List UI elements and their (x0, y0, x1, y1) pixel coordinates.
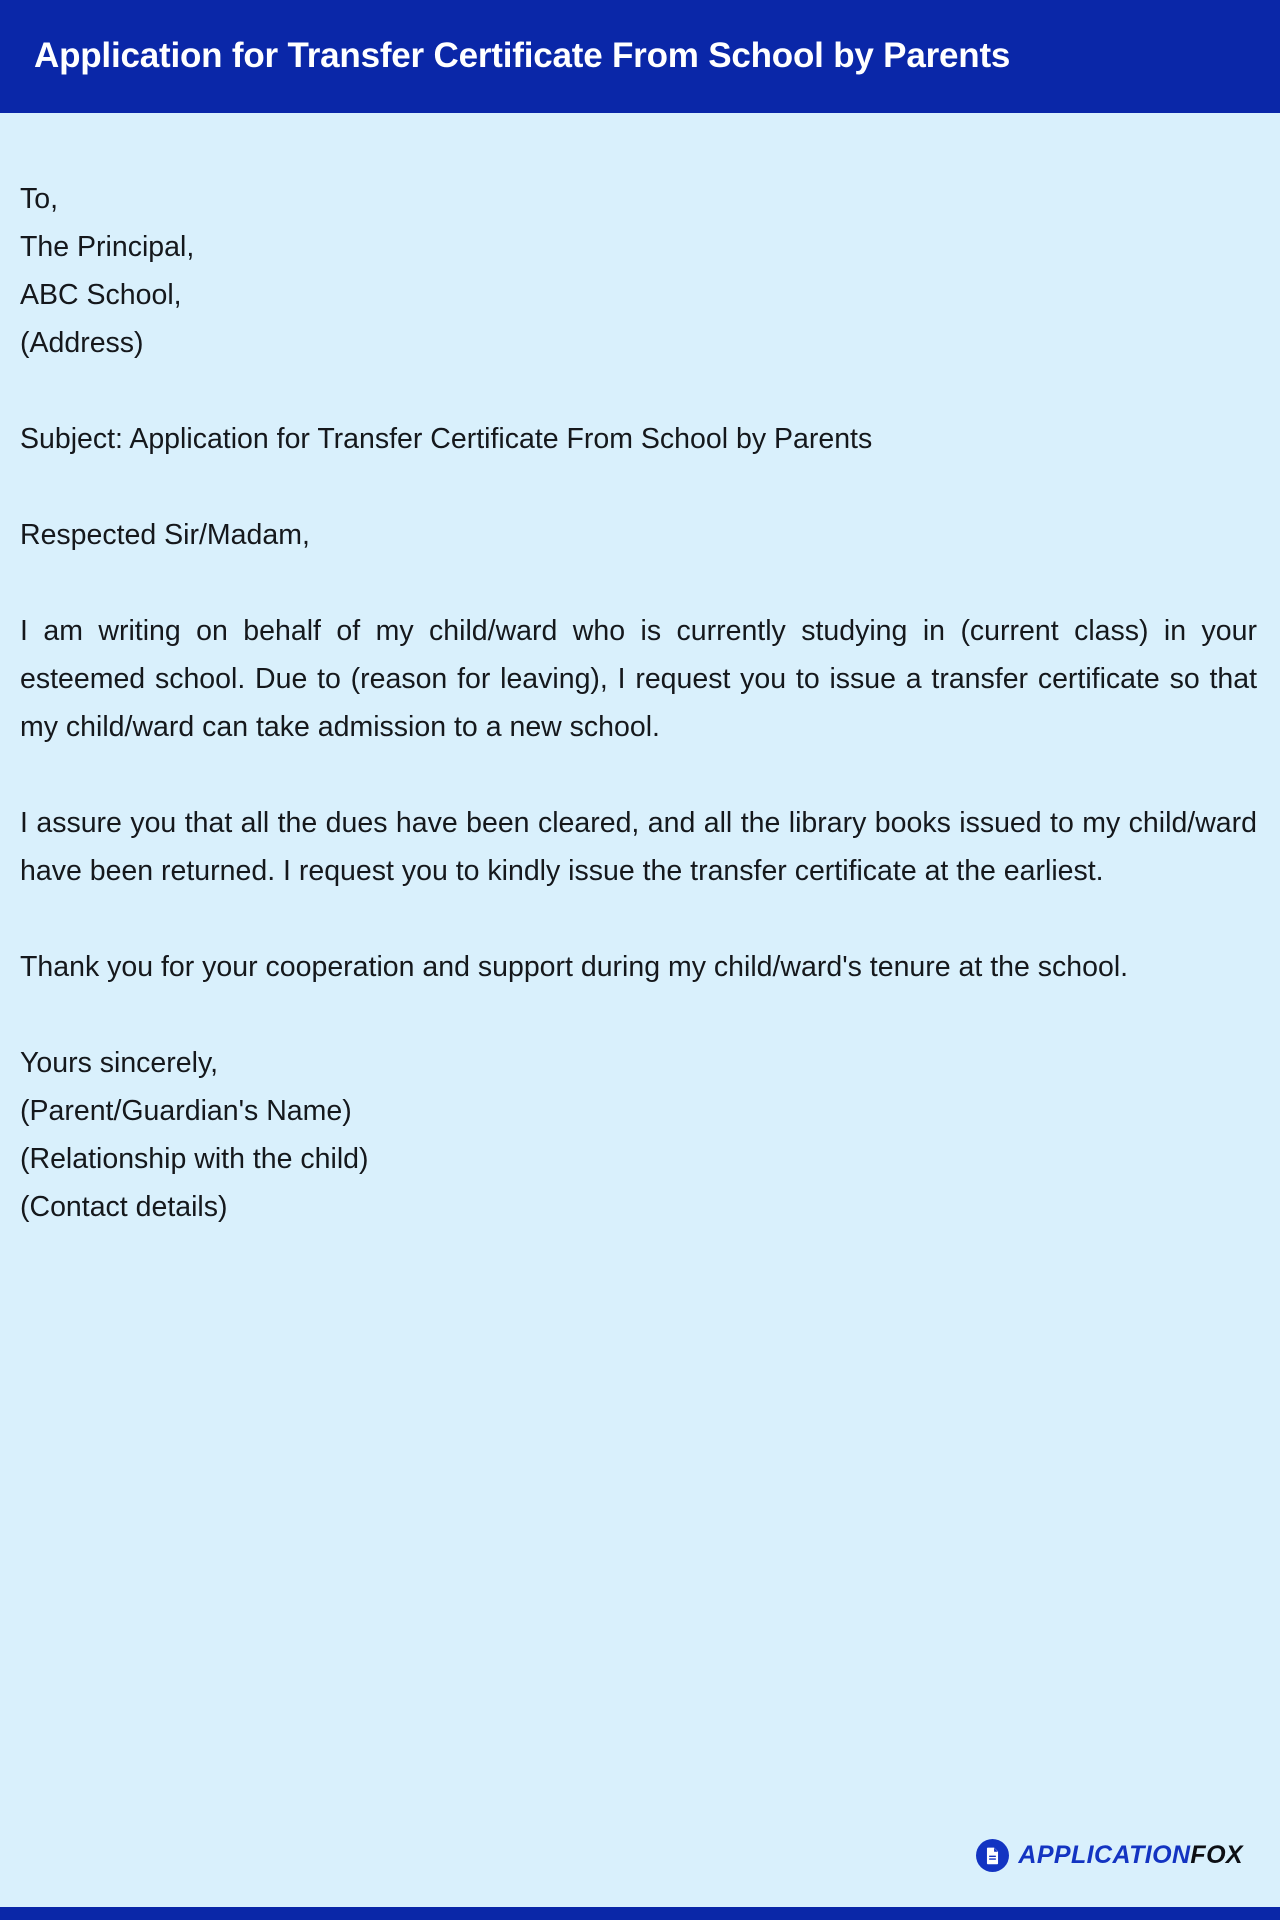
document-icon (976, 1839, 1009, 1872)
brand-wordmark-primary: APPLICATION (1018, 1841, 1191, 1869)
recipient-line-principal: The Principal, (20, 231, 195, 263)
body-paragraph-2: I assure you that all the dues have been cleared, and all the library books issued to my child/ward have been returned. I request you to kindly issue the transfer certificate at the earliest. (20, 807, 1257, 887)
spacer (20, 367, 1257, 415)
page-title: Application for Transfer Certificate From School by Parents (34, 36, 1011, 76)
spacer (20, 463, 1257, 511)
letter-content (20, 175, 1257, 1231)
spacer (20, 559, 1257, 607)
brand-wordmark (1018, 1843, 1243, 1868)
footer-bar (0, 1907, 1280, 1920)
closing-block (20, 1039, 1257, 1231)
spacer (20, 895, 1257, 943)
body-paragraph-1: I am writing on behalf of my child/ward who is currently studying in (current class) in your esteemed school. Due to (reason for leaving), I request you to issue a transfer certificate so that my child/ward can take admission to a new school. (20, 615, 1257, 743)
brand-wordmark-secondary: FOX (1190, 1841, 1243, 1869)
spacer (20, 751, 1257, 799)
subject-line: Subject: Application for Transfer Certificate From School by Parents (20, 423, 873, 455)
closing-line-contact: (Contact details) (20, 1191, 228, 1223)
closing-line-relationship: (Relationship with the child) (20, 1143, 369, 1175)
recipient-line-school: ABC School, (20, 279, 182, 311)
recipient-line-address: (Address) (20, 327, 144, 359)
recipient-block (20, 175, 1257, 367)
closing-line-name: (Parent/Guardian's Name) (20, 1095, 352, 1127)
letter-body (0, 113, 1280, 1920)
salutation-block (20, 511, 1257, 559)
recipient-line-to: To, (20, 183, 59, 215)
body-paragraph-3: Thank you for your cooperation and support during my child/ward's tenure at the school. (20, 951, 1129, 983)
subject-block (20, 415, 1257, 463)
salutation-line: Respected Sir/Madam, (20, 519, 310, 551)
closing-line-sincerely: Yours sincerely, (20, 1047, 219, 1079)
brand-logo (976, 1839, 1243, 1872)
page-header (0, 0, 1280, 113)
spacer (20, 991, 1257, 1039)
